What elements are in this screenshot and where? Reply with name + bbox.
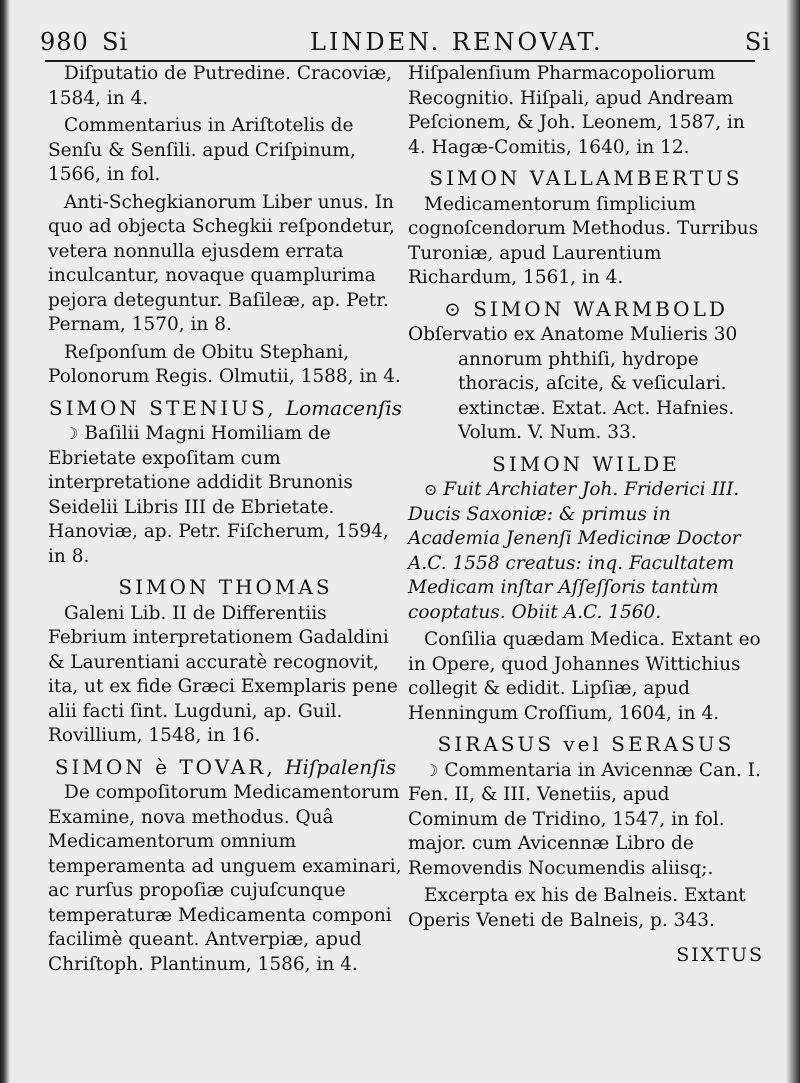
entry-text: Medicamentorum ſimplicium cognoſcendorum Methodus. Turribus Turoniæ, apud Laurentium Richardum, 1561, in 4. xyxy=(408,193,759,288)
author-heading xyxy=(48,396,403,421)
entry-text: Hiſpalenſium Pharmacopoliorum Recognitio. Hiſpali, apud Andream Peſcionem, & Joh. Leonem, 1587, in 4. Hagæ-Comitis, 1640, in 12. xyxy=(408,63,745,158)
bibliography-entry xyxy=(48,191,403,338)
author-origin: Hiſpalenſis xyxy=(285,754,397,779)
author-name: ⊙ SIMON WARMBOLD xyxy=(444,296,728,321)
page-number: 980 xyxy=(40,28,89,56)
author-heading xyxy=(408,297,764,322)
left-column xyxy=(48,62,403,980)
author-origin: Lomacenſis xyxy=(285,395,403,420)
author-heading xyxy=(48,575,403,600)
author-name: SIMON VALLAMBERTUS xyxy=(429,166,743,190)
entry-text: Conſilia quædam Medica. Extant eo in Opere, quod Johannes Wittichius collegit & edidit. Lipſiæ, apud Henningum Croſſium, 1604, in 4. xyxy=(408,629,761,724)
author-heading xyxy=(408,452,764,477)
bibliography-entry xyxy=(48,602,403,749)
author-heading xyxy=(408,732,764,757)
right-column xyxy=(408,62,764,968)
running-header xyxy=(40,28,785,62)
entry-text: Commentarius in Ariſtotelis de Senſu & Senſili. apud Criſpinum, 1566, in fol. xyxy=(48,115,356,185)
entry-text: Obſervatio ex Anatome Mulieris 30 annorum phthiſi, hydrope thoracis, aſcite, & veſiculari. extinctæ. Extat. Act. Hafnies. Volum. V. Num. 33. xyxy=(408,324,738,443)
bibliography-entry xyxy=(48,114,403,188)
bibliography-entry xyxy=(408,628,764,726)
author-name: SIRASUS vel SERASUS xyxy=(437,732,735,756)
circle-dot-symbol-icon: ⊙ xyxy=(424,480,438,499)
author-heading xyxy=(48,755,403,780)
author-name: SIMON STENIUS, xyxy=(48,395,277,420)
entry-text: Commentaria in Avicennæ Can. I. Fen. II, & III. Venetiis, apud Cominum de Tridino, 1547, in fol. major. cum Avicennæ Libro de Removendis Nocumendis aliisq;. xyxy=(408,759,761,879)
entry-text: Reſponſum de Obitu Stephani, Polonorum Regis. Olmutii, 1588, in 4. xyxy=(48,341,401,387)
running-title: LINDEN. RENOVAT. xyxy=(310,28,604,56)
entry-text: Excerpta ex his de Balneis. Extant Operis Veneti de Balneis, p. 343. xyxy=(408,885,746,931)
entry-text: Baſilii Magni Homiliam de Ebrietate expoſitam cum interpretatione addidit Brunonis Seidelii Libris III de Ebrietate. Hanoviæ, ap. Petr. Fiſcherum, 1594, in 8. xyxy=(48,423,389,567)
catchword: SIXTUS xyxy=(676,944,764,966)
entry-text: Anti-Schegkianorum Liber unus. In quo ad objecta Schegkii reſpondetur, vetera nonnulla ejusdem errata inculcantur, novaque quamplurima pejora deteguntur. Baſileæ, ap. Petr. Pernam, 1570, in 8. xyxy=(48,191,395,335)
moon-symbol-icon: ☽ xyxy=(424,760,439,780)
header-abbr-left: Si xyxy=(102,28,129,56)
bibliography-entry xyxy=(48,422,403,569)
header-abbr-right: Si xyxy=(744,28,771,56)
bibliography-entry xyxy=(48,62,403,111)
entry-text: Galeni Lib. II de Differentiis Febrium interpretationem Gadaldini & Laurentiani accuratè recognovit, ita, ut ex fide Græci Exemplaris pene alii facti ſint. Lugduni, ap. Guil. Rovillium, 1548, in 16. xyxy=(48,602,398,746)
bibliography-entry xyxy=(408,884,764,933)
author-name: SIMON WILDE xyxy=(492,451,680,476)
bibliography-entry xyxy=(408,323,764,446)
author-heading xyxy=(408,166,764,191)
entry-text: Fuit Archiater Joh. Friderici III. Ducis Saxoniæ: & primus in Academia Jenenſi Medicinæ Doctor A.C. 1558 creatus: inq. Facultatem Medicam inſtar Aſſeſſoris tantùm cooptatus. Obiit A.C. 1560. xyxy=(408,479,741,623)
entry-text: Diſputatio de Putredine. Cracoviæ, 1584, in 4. xyxy=(48,63,392,109)
author-name: SIMON è TOVAR, xyxy=(54,754,276,779)
bibliography-entry xyxy=(48,781,403,977)
bibliography-entry xyxy=(408,759,764,882)
bibliography-entry xyxy=(408,193,764,291)
entry-text: De compoſitorum Medicamentorum Examine, nova methodus. Quâ Medicamentorum omnium temperamenta ad unguem examinari, ac rurſus propoſiæ cujuſcunque temperaturæ Medicamenta componi facilimè queant. Antverpiæ, apud Chriſtoph. Plantinum, 1586, in 4. xyxy=(48,782,402,975)
moon-symbol-icon: ☽ xyxy=(64,424,79,443)
bibliography-entry xyxy=(408,62,764,160)
bibliography-entry xyxy=(48,341,403,390)
author-name: SIMON THOMAS xyxy=(118,575,333,599)
bibliography-entry xyxy=(408,478,764,625)
